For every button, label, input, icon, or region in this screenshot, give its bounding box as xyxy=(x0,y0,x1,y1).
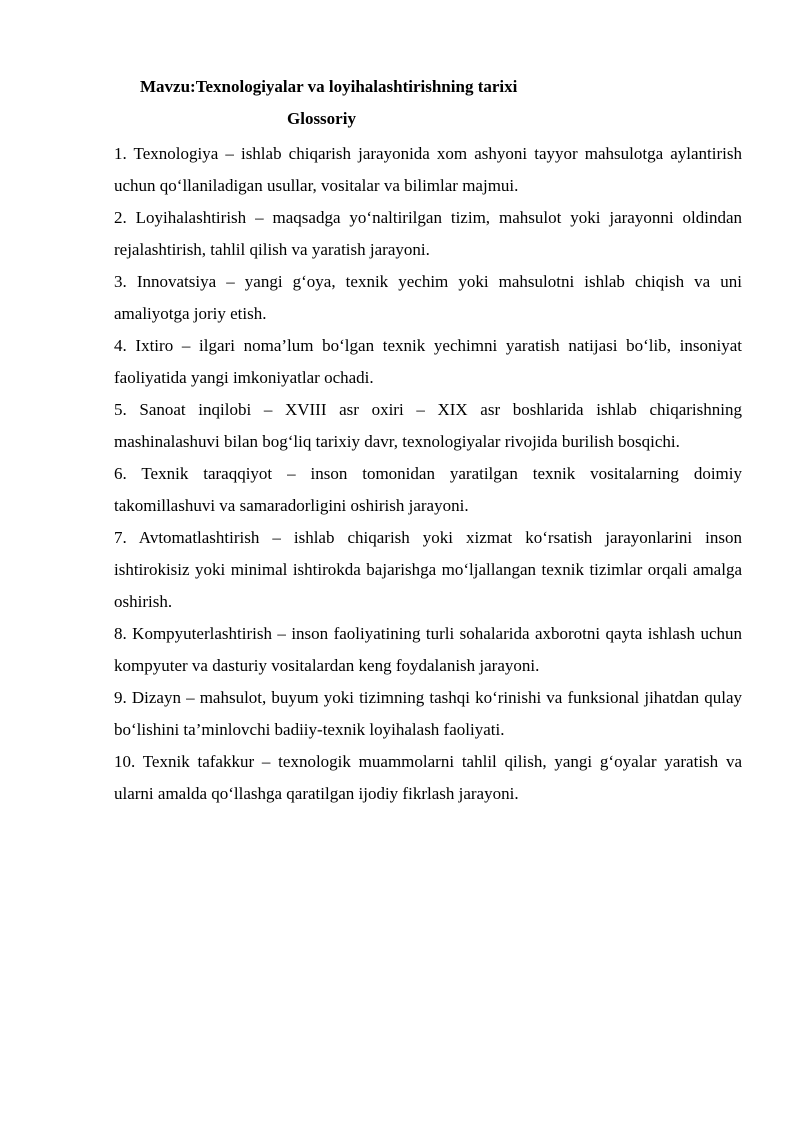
glossary-entry: 5. Sanoat inqilobi – XVIII asr oxiri – XIX asr boshlarida ishlab chiqarishning mashinalashuvi bilan bog‘liq tarixiy davr, texnologiyalar rivojida burilish bosqichi. xyxy=(114,400,742,451)
glossary-heading: Glossoriy xyxy=(287,109,356,128)
glossary-entry: 8. Kompyuterlashtirish – inson faoliyatining turli sohalarida axborotni qayta ishlash uchun kompyuter va dasturiy vositalardan keng foydalanish jarayoni. xyxy=(114,624,742,675)
glossary-entry: 3. Innovatsiya – yangi g‘oya, texnik yechim yoki mahsulotni ishlab chiqish va uni amaliyotga joriy etish. xyxy=(114,272,742,323)
glossary-entry: 4. Ixtiro – ilgari noma’lum bo‘lgan texnik yechimni yaratish natijasi bo‘lib, insoniyat faoliyatida yangi imkoniyatlar ochadi. xyxy=(114,336,742,387)
glossary-entry: 1. Texnologiya – ishlab chiqarish jarayonida xom ashyoni tayyor mahsulotga aylantirish uchun qo‘llaniladigan usullar, vositalar va bilimlar majmui. xyxy=(114,144,742,195)
glossary-list xyxy=(114,138,742,810)
glossary-entry: 6. Texnik taraqqiyot – inson tomonidan yaratilgan texnik vositalarning doimiy takomillashuvi va samaradorligini oshirish jarayoni. xyxy=(114,464,742,515)
document-page xyxy=(114,74,742,810)
glossary-entry: 2. Loyihalashtirish – maqsadga yo‘naltirilgan tizim, mahsulot yoki jarayonni oldindan rejalashtirish, tahlil qilish va yaratish jarayoni. xyxy=(114,208,742,259)
glossary-entry: 9. Dizayn – mahsulot, buyum yoki tizimning tashqi ko‘rinishi va funksional jihatdan qulay bo‘lishini ta’minlovchi badiiy-texnik loyihalash faoliyati. xyxy=(114,688,742,739)
glossary-entry: 10. Texnik tafakkur – texnologik muammolarni tahlil qilish, yangi g‘oyalar yaratish va ularni amalda qo‘llashga qaratilgan ijodiy fikrlash jarayoni. xyxy=(114,752,742,803)
document-title: Mavzu:Texnologiyalar va loyihalashtirishning tarixi xyxy=(140,77,518,96)
glossary-entry: 7. Avtomatlashtirish – ishlab chiqarish yoki xizmat ko‘rsatish jarayonlarini inson ishtirokisiz yoki minimal ishtirokda bajarishga mo‘ljallangan texnik tizimlar orqali amalga oshirish. xyxy=(114,528,742,611)
